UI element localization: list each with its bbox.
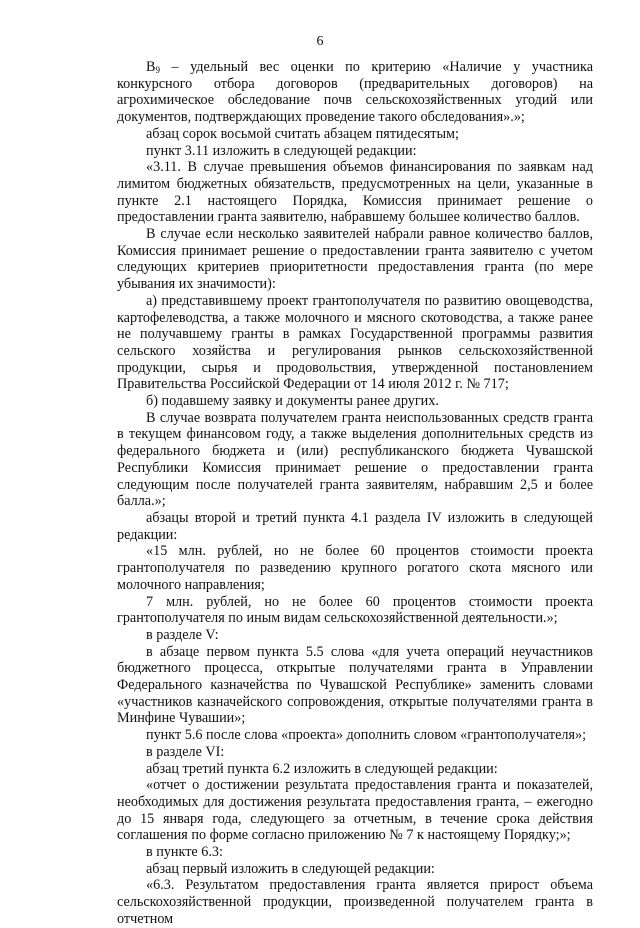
document-paragraph xyxy=(117,877,593,927)
document-paragraph xyxy=(117,410,593,510)
document-paragraph xyxy=(117,777,593,844)
paragraph-text: абзац сорок восьмой считать абзацем пятидесятым; xyxy=(146,125,459,142)
document-paragraph xyxy=(117,543,593,593)
paragraph-text: а) представившему проект грантополучателя по развитию овощеводства, картофелеводства, а также молочного и мясного скотоводства, а также ранее не получавшему гранты в рамках Государственной программы развития сельского хозяйства и регулирования рынков сельскохозяйственной продукции, сырья и продовольствия, утвержденной постановлением Правительства Российской Федерации от 14 июля 2012 г. № 717; xyxy=(117,292,593,393)
document-paragraph xyxy=(117,761,593,778)
paragraph-text: – удельный вес оценки по критерию «Наличие у участника конкурсного отбора договоров (предварительных договоров) на агрохимическое обследование почв сельскохозяйственных угодий или документов, подтверждающих проведение такого обследования».»; xyxy=(117,59,593,126)
document-paragraph xyxy=(117,159,593,226)
paragraph-text: абзацы второй и третий пункта 4.1 раздела IV изложить в следующей редакции: xyxy=(117,509,593,543)
paragraph-text: В случае если несколько заявителей набрали равное количество баллов, Комиссия принимает решение о предоставлении гранта заявителю с учетом следующих критериев приоритетности предоставления гранта (по мере убывания их значимости): xyxy=(117,226,593,293)
document-paragraph xyxy=(117,226,593,293)
variable-symbol: B xyxy=(146,59,156,75)
document-paragraph xyxy=(117,744,593,761)
paragraph-text: в пункте 6.3: xyxy=(146,844,223,861)
paragraph-text: абзац первый изложить в следующей редакции: xyxy=(146,860,435,877)
paragraph-text: в абзаце первом пункта 5.5 слова «для учета операций неучастников бюджетного процесса, открытые получателями гранта в Управлении Федерального казначейства по Чувашской Республике» заменить словами «участников казначейского сопровождения, открытые получателями гранта в Минфине Чувашии»; xyxy=(117,643,593,727)
document-paragraph xyxy=(117,143,593,160)
document-paragraph xyxy=(117,861,593,878)
paragraph-text: «6.3. Результатом предоставления гранта является прирост объема сельскохозяйственной продукции, произведенной получателем гранта в отчетном xyxy=(117,877,593,927)
document-paragraph xyxy=(117,644,593,728)
document-paragraph xyxy=(117,126,593,143)
paragraph-text: пункт 5.6 после слова «проекта» дополнить словом «грантополучателя»; xyxy=(146,727,587,744)
paragraph-text: пункт 3.11 изложить в следующей редакции: xyxy=(146,142,417,159)
document-paragraph xyxy=(117,844,593,861)
page-number: 6 xyxy=(316,34,324,49)
document-paragraph xyxy=(117,293,593,393)
paragraph-text: абзац третий пункта 6.2 изложить в следующей редакции: xyxy=(146,760,498,777)
paragraph-text: в разделе VI: xyxy=(146,743,225,760)
paragraph-text: в разделе V: xyxy=(146,626,219,643)
paragraph-text: б) подавшему заявку и документы ранее других. xyxy=(146,393,439,410)
document-paragraph xyxy=(117,627,593,644)
paragraph-text: В случае возврата получателем гранта неиспользованных средств гранта в текущем финансовом году, а также выделения дополнительных средств из федерального бюджета и (или) республиканского бюджета Чувашской Республики Комиссия принимает решение о предоставлении гранта следующим после получателей гранта заявителям, набравшим 2,5 и более балла.»; xyxy=(117,409,593,510)
document-paragraph xyxy=(117,510,593,543)
paragraph-text: «15 млн. рублей, но не более 60 процентов стоимости проекта грантополучателя по разведению крупного рогатого скота мясного или молочного направления; xyxy=(117,543,593,593)
document-paragraph xyxy=(117,594,593,627)
paragraph-text: 7 млн. рублей, но не более 60 процентов стоимости проекта грантополучателя по иным видам сельскохозяйственной деятельности.»; xyxy=(117,593,593,627)
document-paragraph xyxy=(117,393,593,410)
document-paragraph xyxy=(117,59,593,126)
variable-subscript: 9 xyxy=(155,65,160,75)
document-body xyxy=(117,59,593,928)
paragraph-text: «отчет о достижении результата предоставления гранта и показателей, необходимых для достижения результата предоставления гранта, – ежегодно до 15 января года, следующего за отчетным, в течение срока действия соглашения по форме согласно приложению № 7 к настоящему Порядку;»; xyxy=(117,777,593,844)
document-paragraph xyxy=(117,727,593,744)
paragraph-text: «3.11. В случае превышения объемов финансирования по заявкам над лимитом бюджетных обязательств, предусмотренных на цели, указанные в пункте 2.1 настоящего Порядка, Комиссия принимает решение о предоставлении гранта заявителю, набравшему большее количество баллов. xyxy=(117,159,593,226)
